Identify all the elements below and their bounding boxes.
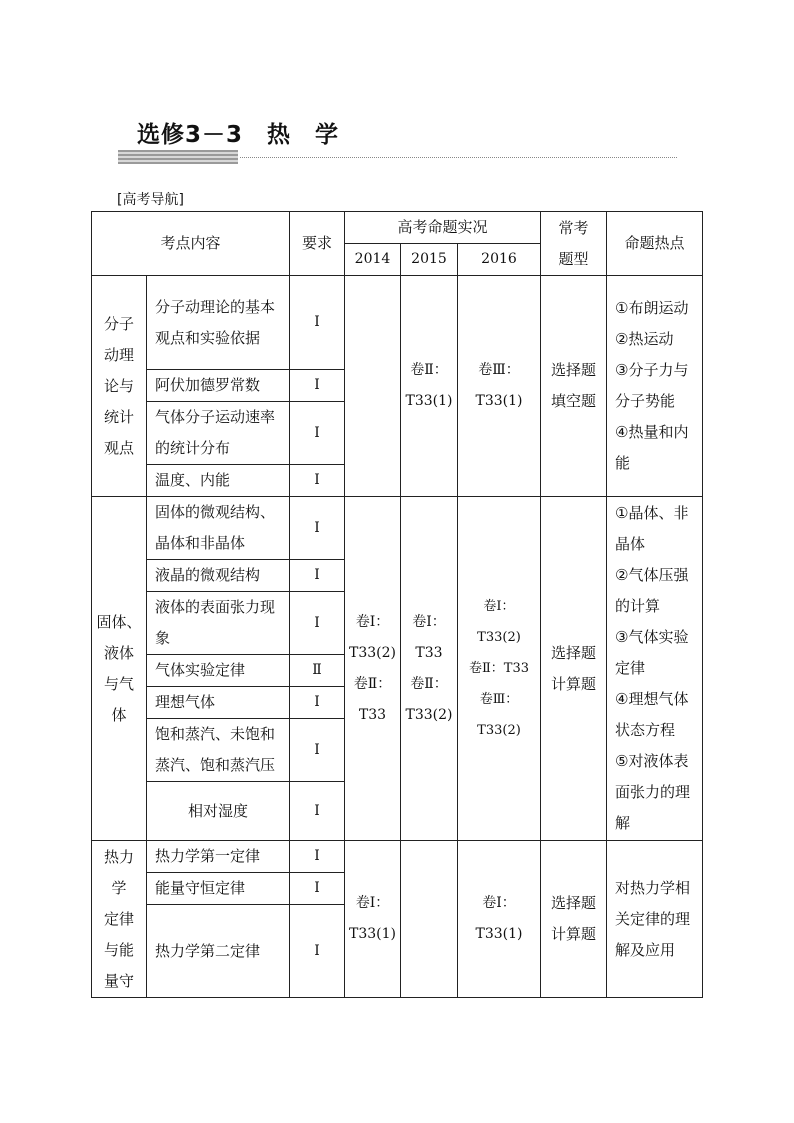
item-req: Ⅰ <box>290 687 345 719</box>
exam-2016: 卷Ⅲ： T33(1) <box>458 276 541 497</box>
hot-topics: 对热力学相 关定律的理 解及应用 <box>607 841 703 998</box>
table-header-row <box>92 212 703 244</box>
category-cell: 分子 动理 论与 统计 观点 <box>92 276 147 497</box>
exam-2014: 卷Ⅰ： T33(2) 卷Ⅱ： T33 <box>345 497 401 841</box>
item-name: 理想气体 <box>147 687 290 719</box>
item-req: Ⅰ <box>290 782 345 841</box>
title-dotted-rule <box>240 157 677 158</box>
item-req: Ⅰ <box>290 402 345 465</box>
header-hot: 命题热点 <box>607 212 703 276</box>
section-label: [高考导航] <box>117 192 184 208</box>
item-name: 阿伏加德罗常数 <box>147 370 290 402</box>
item-name: 饱和蒸汽、未饱和蒸汽、饱和蒸汽压 <box>147 719 290 782</box>
item-name: 温度、内能 <box>147 465 290 497</box>
item-name: 液晶的微观结构 <box>147 560 290 592</box>
item-req: Ⅰ <box>290 873 345 905</box>
header-req: 要求 <box>290 212 345 276</box>
exam-2014: 卷Ⅰ： T33(1) <box>345 841 401 998</box>
question-type: 选择题 计算题 <box>541 497 607 841</box>
title-underline-bar <box>118 150 238 164</box>
page-title: 选修3－3 热 学 <box>137 122 340 148</box>
question-type: 选择题 计算题 <box>541 841 607 998</box>
exam-2016: 卷Ⅰ： T33(2) 卷Ⅱ：T33 卷Ⅲ： T33(2) <box>458 497 541 841</box>
hot-topics: ①布朗运动 ②热运动 ③分子力与 分子势能 ④热量和内 能 <box>607 276 703 497</box>
item-name: 气体实验定律 <box>147 655 290 687</box>
item-name: 固体的微观结构、晶体和非晶体 <box>147 497 290 560</box>
item-name: 液体的表面张力现象 <box>147 592 290 655</box>
item-req: Ⅰ <box>290 497 345 560</box>
item-req: Ⅰ <box>290 370 345 402</box>
item-req: Ⅰ <box>290 465 345 497</box>
item-req: Ⅰ <box>290 905 345 998</box>
item-name: 相对湿度 <box>147 782 290 841</box>
syllabus-table <box>91 211 703 998</box>
item-req: Ⅰ <box>290 276 345 370</box>
year-2014: 2014 <box>345 244 401 276</box>
header-type: 常考 题型 <box>541 212 607 276</box>
table-row <box>92 841 703 873</box>
item-name: 热力学第二定律 <box>147 905 290 998</box>
table-row <box>92 276 703 370</box>
category-cell: 热力 学 定律 与能 量守 <box>92 841 147 998</box>
item-req: Ⅰ <box>290 719 345 782</box>
exam-2016: 卷Ⅰ： T33(1) <box>458 841 541 998</box>
year-2015: 2015 <box>401 244 458 276</box>
hot-topics: ①晶体、非 晶体 ②气体压强 的计算 ③气体实验 定律 ④理想气体 状态方程 ⑤对液体表 面张力的理 解 <box>607 497 703 841</box>
item-req: Ⅰ <box>290 841 345 873</box>
item-req: Ⅰ <box>290 592 345 655</box>
category-cell: 固体、 液体 与气 体 <box>92 497 147 841</box>
item-name: 热力学第一定律 <box>147 841 290 873</box>
exam-2015: 卷Ⅰ： T33 卷Ⅱ： T33(2) <box>401 497 458 841</box>
exam-2014 <box>345 276 401 497</box>
table-row <box>92 497 703 560</box>
question-type: 选择题 填空题 <box>541 276 607 497</box>
item-name: 能量守恒定律 <box>147 873 290 905</box>
item-name: 分子动理论的基本观点和实验依据 <box>147 276 290 370</box>
exam-2015 <box>401 841 458 998</box>
exam-2015: 卷Ⅱ： T33(1) <box>401 276 458 497</box>
header-exam: 高考命题实况 <box>345 212 541 244</box>
item-req: Ⅱ <box>290 655 345 687</box>
item-name: 气体分子运动速率的统计分布 <box>147 402 290 465</box>
header-content: 考点内容 <box>92 212 290 276</box>
item-req: Ⅰ <box>290 560 345 592</box>
year-2016: 2016 <box>458 244 541 276</box>
